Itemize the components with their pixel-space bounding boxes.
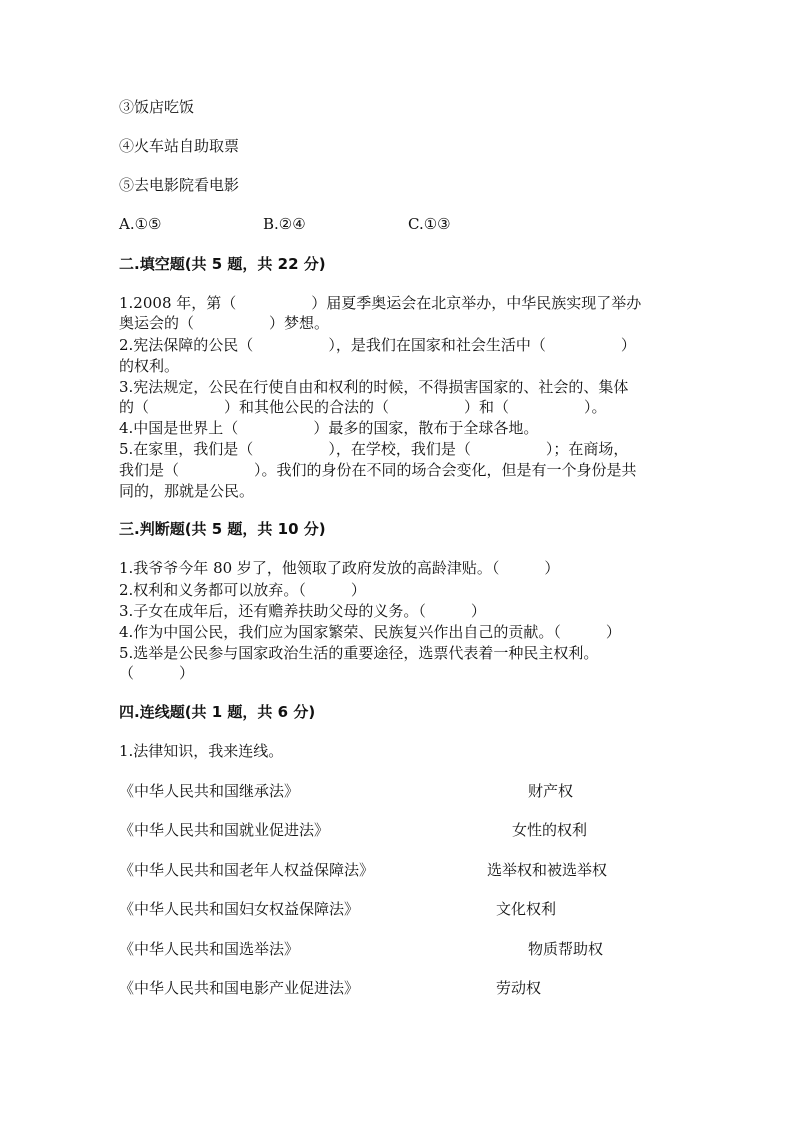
- option-b: B.②④: [263, 215, 306, 233]
- fill-blank-line: 的（ ）和其他公民的合法的（ ）和（ ）。: [119, 398, 607, 416]
- matching-right-5: 物质帮助权: [528, 940, 604, 958]
- section-heading-fill-blank: 二.填空题(共 5 题，共 22 分): [119, 255, 326, 273]
- true-false-line: 1.我爷爷今年 80 岁了，他领取了政府发放的高龄津贴。（ ）: [119, 559, 560, 577]
- matching-right-4: 文化权利: [496, 900, 557, 918]
- fill-blank-line: 的权利。: [119, 357, 180, 375]
- fill-blank-line: 3.宪法规定，公民在行使自由和权利的时候，不得损害国家的、社会的、集体: [119, 378, 629, 396]
- true-false-line: 4.作为中国公民，我们应为国家繁荣、民族复兴作出自己的贡献。（ ）: [119, 623, 621, 641]
- matching-law-1: 《中华人民共和国继承法》: [119, 782, 300, 800]
- true-false-line: 3.子女在成年后，还有赡养扶助父母的义务。（ ）: [119, 602, 486, 620]
- matching-right-3: 选举权和被选举权: [487, 861, 608, 879]
- choice-item-3: ③饭店吃饭: [119, 98, 195, 116]
- matching-right-6: 劳动权: [496, 979, 542, 997]
- section-heading-true-false: 三.判断题(共 5 题，共 10 分): [119, 520, 326, 538]
- option-c: C.①③: [408, 215, 451, 233]
- matching-law-5: 《中华人民共和国选举法》: [119, 940, 300, 958]
- true-false-line: （ ）: [119, 664, 195, 682]
- fill-blank-line: 5.在家里，我们是（ ），在学校，我们是（ ）；在商场，: [119, 440, 629, 458]
- fill-blank-line: 我们是（ ）。我们的身份在不同的场合会变化，但是有一个身份是共: [119, 461, 637, 479]
- fill-blank-line: 1.2008 年，第（ ）届夏季奥运会在北京举办，中华民族实现了举办: [119, 294, 642, 312]
- matching-law-6: 《中华人民共和国电影产业促进法》: [119, 979, 360, 997]
- fill-blank-line: 同的，那就是公民。: [119, 482, 255, 500]
- choice-item-5: ⑤去电影院看电影: [119, 176, 240, 194]
- choice-item-4: ④火车站自助取票: [119, 137, 240, 155]
- section-heading-matching: 四.连线题(共 1 题，共 6 分): [119, 703, 316, 721]
- matching-law-2: 《中华人民共和国就业促进法》: [119, 821, 330, 839]
- matching-question: 1.法律知识，我来连线。: [119, 742, 284, 760]
- matching-law-3: 《中华人民共和国老年人权益保障法》: [119, 861, 375, 879]
- fill-blank-line: 2.宪法保障的公民（ ），是我们在国家和社会生活中（ ）: [119, 336, 636, 354]
- option-a: A.①⑤: [119, 215, 162, 233]
- matching-law-4: 《中华人民共和国妇女权益保障法》: [119, 900, 360, 918]
- true-false-line: 5.选举是公民参与国家政治生活的重要途径，选票代表着一种民主权利。: [119, 644, 599, 662]
- fill-blank-line: 4.中国是世界上（ ）最多的国家，散布于全球各地。: [119, 419, 539, 437]
- fill-blank-line: 奥运会的（ ）梦想。: [119, 314, 330, 332]
- true-false-line: 2.权利和义务都可以放弃。（ ）: [119, 581, 366, 599]
- matching-right-1: 财产权: [528, 782, 574, 800]
- matching-right-2: 女性的权利: [512, 821, 588, 839]
